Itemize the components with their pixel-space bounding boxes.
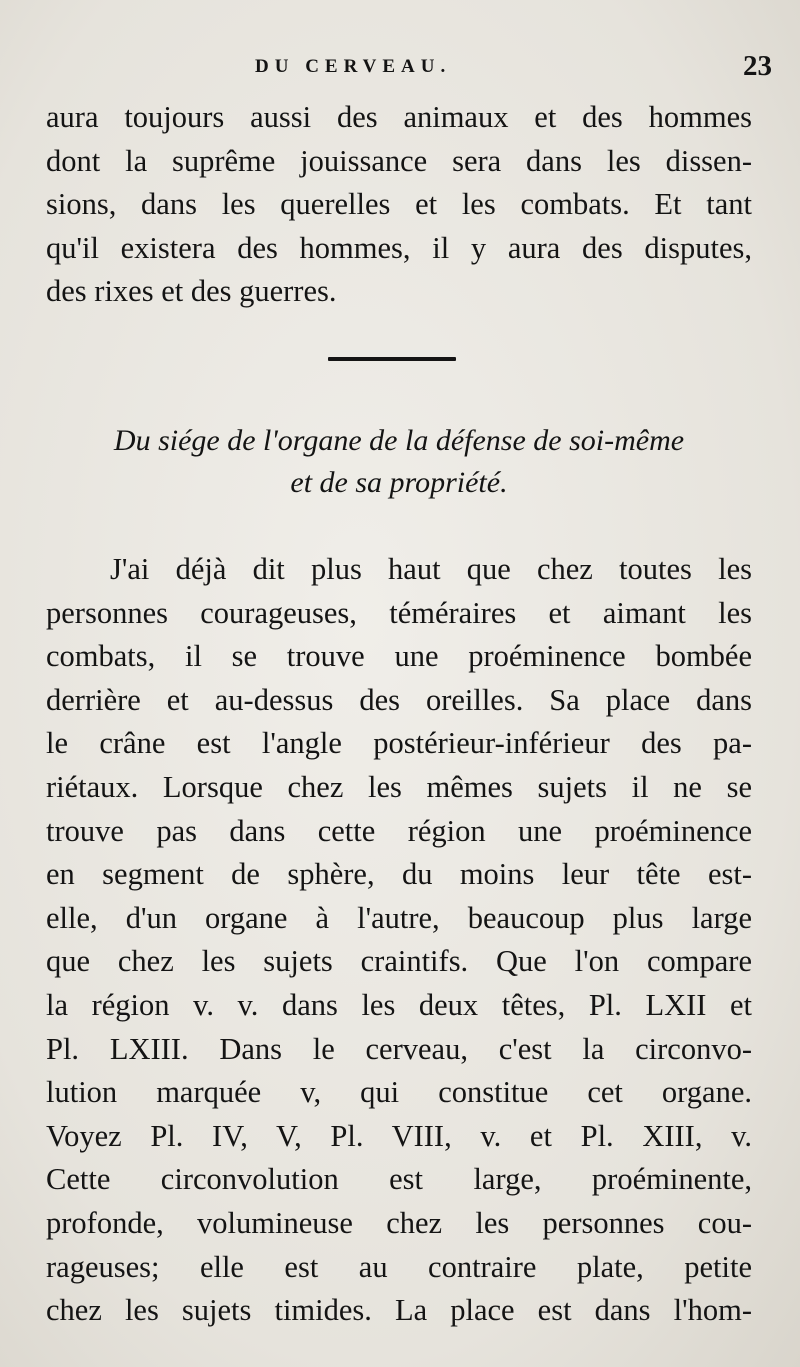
text-line: que chez les sujets craintifs. Que l'on compare — [46, 944, 752, 979]
text-line: aura toujours aussi des animaux et des hommes — [46, 100, 752, 134]
page-number: 23 — [743, 50, 772, 82]
text-line: trouve pas dans cette région une proéminence — [46, 813, 752, 848]
text-line: derrière et au-dessus des oreilles. Sa place dans — [46, 682, 752, 717]
text-line: qu'il existera des hommes, il y aura des disputes, — [46, 230, 752, 265]
text-line: des rixes et des guerres. — [46, 274, 337, 309]
text-line: personnes courageuses, téméraires et aimant les — [46, 595, 752, 630]
section-title-line: et de sa propriété. — [290, 466, 508, 499]
text-line: elle, d'un organe à l'autre, beaucoup plus large — [46, 900, 752, 935]
text-line: dont la suprême jouissance sera dans les dissen- — [46, 143, 752, 178]
text-line: profonde, volumineuse chez les personnes cou- — [46, 1205, 752, 1240]
text-line: le crâne est l'angle postérieur-inférieur des pa- — [46, 726, 752, 761]
text-line: la région v. v. dans les deux têtes, Pl. LXII et — [46, 987, 752, 1022]
paragraph-1 — [46, 96, 752, 314]
text-line: Voyez Pl. IV, V, Pl. VIII, v. et Pl. XIII, v. — [46, 1118, 752, 1153]
running-head: DU CERVEAU. — [255, 56, 452, 77]
text-line: Cette circonvolution est large, proéminente, — [46, 1162, 752, 1197]
text-line: sions, dans les querelles et les combats. Et tant — [46, 187, 752, 222]
section-title — [46, 420, 752, 504]
text-line: en segment de sphère, du moins leur tête est- — [46, 857, 752, 892]
text-line: chez les sujets timides. La place est dans l'hom- — [46, 1293, 752, 1328]
section-title-line: Du siége de l'organe de la défense de soi-même — [113, 424, 685, 457]
section-divider — [328, 357, 456, 361]
text-line: riétaux. Lorsque chez les mêmes sujets il ne se — [46, 769, 752, 804]
page-header — [0, 50, 800, 84]
paragraph-2 — [46, 548, 752, 1333]
text-line: J'ai déjà dit plus haut que chez toutes les — [110, 552, 752, 586]
text-line: combats, il se trouve une proéminence bombée — [46, 639, 752, 674]
text-line: lution marquée v, qui constitue cet organe. — [46, 1075, 752, 1110]
text-line: Pl. LXIII. Dans le cerveau, c'est la circonvo- — [46, 1031, 752, 1066]
text-line: rageuses; elle est au contraire plate, petite — [46, 1249, 752, 1284]
